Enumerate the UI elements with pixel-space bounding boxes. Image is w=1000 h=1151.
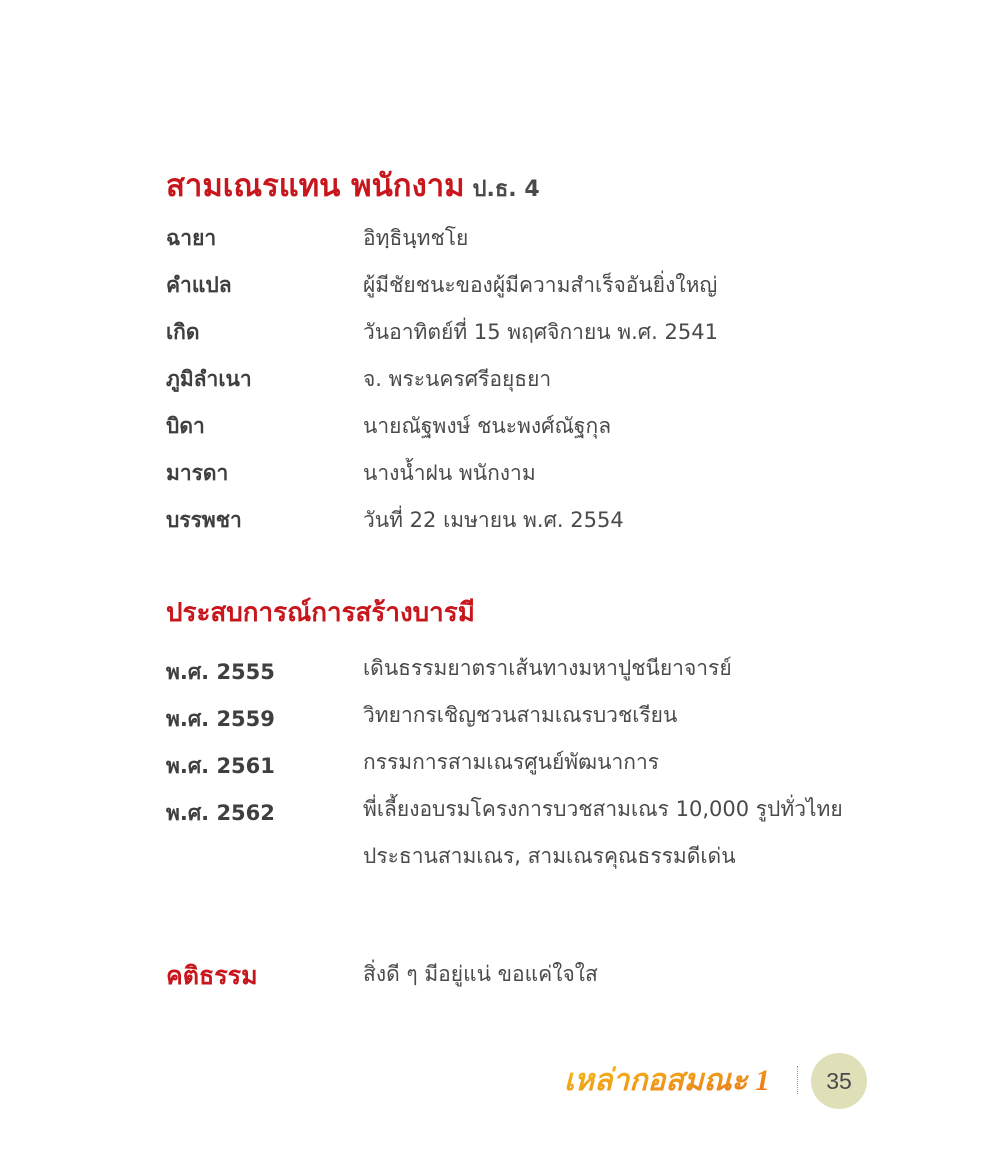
- experience-year: พ.ศ. 2562: [166, 801, 275, 825]
- profile-value: วันอาทิตย์ที่ 15 พฤศจิกายน พ.ศ. 2541: [363, 320, 718, 344]
- experience-year: พ.ศ. 2559: [166, 707, 275, 731]
- motto-text: สิ่งดี ๆ มีอยู่แน่ ขอแค่ใจใส: [363, 962, 598, 986]
- experience-desc: พี่เลี้ยงอบรมโครงการบวชสามเณร 10,000 รูปทั่วไทย: [363, 797, 843, 821]
- experience-desc: ประธานสามเณร, สามเณรคุณธรรมดีเด่น: [363, 844, 736, 868]
- profile-value: จ. พระนครศรีอยุธยา: [363, 367, 552, 391]
- experience-desc: กรรมการสามเณรศูนย์พัฒนาการ: [363, 750, 660, 774]
- novice-name: สามเณรแทน พนักงาม: [166, 168, 465, 204]
- profile-value: นางน้ำฝน พนักงาม: [363, 461, 536, 485]
- pali-rank: ป.ธ. 4: [472, 177, 540, 202]
- book-title-logo: เหล่ากอสมณะ 1: [564, 1064, 770, 1097]
- profile-label: ฉายา: [166, 226, 217, 250]
- experience-desc: เดินธรรมยาตราเส้นทางมหาปูชนียาจารย์: [363, 656, 732, 680]
- motto: [166, 956, 866, 996]
- motto-label: คติธรรม: [166, 961, 258, 990]
- page-title: [166, 160, 540, 210]
- profile-value: อิทฺธินฺทชโย: [363, 226, 469, 250]
- experience-heading: ประสบการณ์การสร้างบารมี: [166, 598, 475, 628]
- profile-label: เกิด: [166, 320, 200, 344]
- experience-year: พ.ศ. 2561: [166, 754, 275, 778]
- profile-label: คำแปล: [166, 273, 232, 297]
- experience-year: พ.ศ. 2555: [166, 660, 275, 684]
- page-number: 35: [826, 1067, 852, 1094]
- profile-value: นายณัฐพงษ์ ชนะพงศ์ณัฐกุล: [363, 414, 612, 438]
- profile-value: ผู้มีชัยชนะของผู้มีความสำเร็จอันยิ่งใหญ่: [363, 273, 718, 297]
- profile-label: บิดา: [166, 414, 205, 438]
- profile-label: ภูมิลำเนา: [166, 367, 252, 391]
- profile-label: มารดา: [166, 461, 229, 485]
- book-logo: [562, 1056, 782, 1104]
- profile-label: บรรพชา: [166, 508, 242, 532]
- experience-desc: วิทยากรเชิญชวนสามเณรบวชเรียน: [363, 703, 678, 727]
- footer-divider: [797, 1066, 798, 1094]
- profile-value: วันที่ 22 เมษายน พ.ศ. 2554: [363, 508, 624, 532]
- page-number-badge: [811, 1053, 867, 1109]
